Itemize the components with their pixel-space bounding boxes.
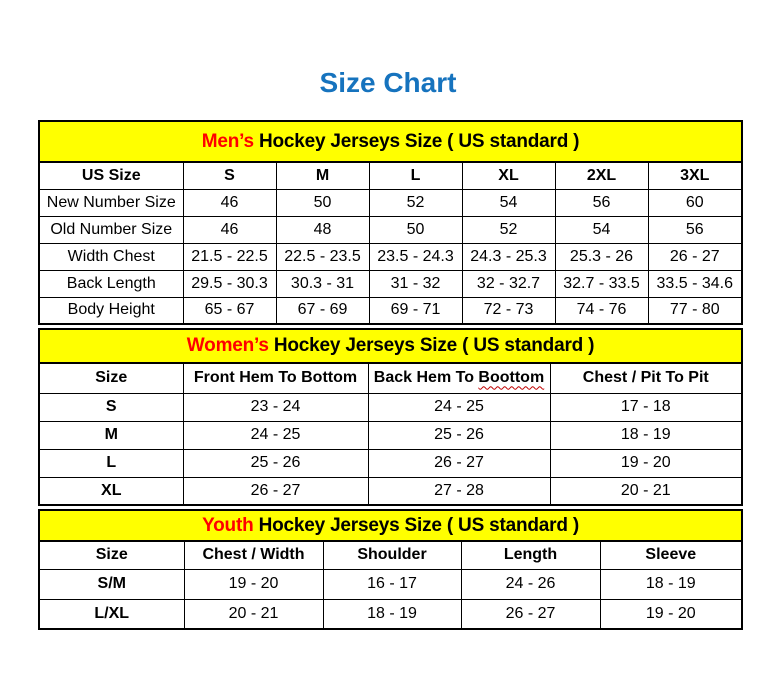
column-header: Size <box>39 363 183 393</box>
size-value: 65 - 67 <box>183 297 276 324</box>
mens-banner-highlight: Men’s <box>201 130 254 152</box>
size-value: 27 - 28 <box>368 477 550 505</box>
size-value: 16 - 17 <box>323 569 461 599</box>
size-value: 26 - 27 <box>183 477 368 505</box>
size-value: 52 <box>369 189 462 216</box>
table-row <box>39 363 742 393</box>
size-value: 72 - 73 <box>462 297 555 324</box>
size-value: 32.7 - 33.5 <box>555 270 648 297</box>
size-value: 48 <box>276 216 369 243</box>
row-label: New Number Size <box>39 189 183 216</box>
size-value: 18 - 19 <box>323 599 461 629</box>
table-row <box>39 421 742 449</box>
size-value: 56 <box>555 189 648 216</box>
womens-banner-highlight: Women’s <box>186 335 269 356</box>
youth-table-banner <box>39 510 742 541</box>
size-value: 69 - 71 <box>369 297 462 324</box>
column-header: Size <box>39 541 184 569</box>
row-label: Back Length <box>39 270 183 297</box>
table-row <box>39 270 742 297</box>
mens-table-banner <box>39 121 742 162</box>
column-header: 3XL <box>648 162 742 189</box>
misspelled-word: Boottom <box>478 369 545 387</box>
size-value: 74 - 76 <box>555 297 648 324</box>
size-value: 56 <box>648 216 742 243</box>
row-label: L <box>39 449 183 477</box>
size-value: 50 <box>369 216 462 243</box>
table-row <box>39 189 742 216</box>
size-value: 17 - 18 <box>550 393 742 421</box>
column-header: Chest / Pit To Pit <box>550 363 742 393</box>
size-value: 19 - 20 <box>184 569 323 599</box>
size-value: 77 - 80 <box>648 297 742 324</box>
womens-size-table <box>38 328 743 506</box>
size-value: 52 <box>462 216 555 243</box>
table-row <box>39 297 742 324</box>
size-value: 21.5 - 22.5 <box>183 243 276 270</box>
size-value: 31 - 32 <box>369 270 462 297</box>
mens-banner-rest: Hockey Jerseys Size ( US standard ) <box>253 130 580 152</box>
size-value: 19 - 20 <box>600 599 742 629</box>
size-value: 54 <box>555 216 648 243</box>
size-value: 33.5 - 34.6 <box>648 270 742 297</box>
column-header: US Size <box>39 162 183 189</box>
size-value: 50 <box>276 189 369 216</box>
size-value: 22.5 - 23.5 <box>276 243 369 270</box>
table-row <box>39 121 742 162</box>
size-value: 26 - 27 <box>461 599 600 629</box>
table-row <box>39 477 742 505</box>
column-header: S <box>183 162 276 189</box>
size-value: 20 - 21 <box>184 599 323 629</box>
size-value: 25.3 - 26 <box>555 243 648 270</box>
column-header: Front Hem To Bottom <box>183 363 368 393</box>
column-header-misspelled <box>368 363 550 393</box>
size-value: 25 - 26 <box>368 421 550 449</box>
size-tables <box>38 120 741 630</box>
size-value: 23.5 - 24.3 <box>369 243 462 270</box>
table-row <box>39 599 742 629</box>
size-value: 25 - 26 <box>183 449 368 477</box>
size-value: 29.5 - 30.3 <box>183 270 276 297</box>
size-value: 18 - 19 <box>600 569 742 599</box>
mens-size-table <box>38 120 743 325</box>
size-value: 24.3 - 25.3 <box>462 243 555 270</box>
row-label: L/XL <box>39 599 184 629</box>
table-row <box>39 569 742 599</box>
womens-banner-rest: Hockey Jerseys Size ( US standard ) <box>268 335 595 356</box>
size-value: 26 - 27 <box>368 449 550 477</box>
column-header: L <box>369 162 462 189</box>
table-row <box>39 162 742 189</box>
column-header: 2XL <box>555 162 648 189</box>
column-header: Chest / Width <box>184 541 323 569</box>
size-value: 26 - 27 <box>648 243 742 270</box>
table-row <box>39 329 742 363</box>
column-header: Shoulder <box>323 541 461 569</box>
column-header: XL <box>462 162 555 189</box>
youth-banner-highlight: Youth <box>202 514 254 536</box>
size-value: 24 - 25 <box>368 393 550 421</box>
size-value: 67 - 69 <box>276 297 369 324</box>
table-row <box>39 449 742 477</box>
size-value: 24 - 25 <box>183 421 368 449</box>
page-title: Size Chart <box>319 67 457 98</box>
size-value: 23 - 24 <box>183 393 368 421</box>
size-value: 24 - 26 <box>461 569 600 599</box>
youth-banner-rest: Hockey Jerseys Size ( US standard ) <box>253 514 579 536</box>
column-header: Length <box>461 541 600 569</box>
table-row <box>39 393 742 421</box>
row-label: S/M <box>39 569 184 599</box>
size-value: 32 - 32.7 <box>462 270 555 297</box>
size-value: 19 - 20 <box>550 449 742 477</box>
table-row <box>39 243 742 270</box>
column-header: Sleeve <box>600 541 742 569</box>
table-row <box>39 541 742 569</box>
table-row <box>39 510 742 541</box>
row-label: S <box>39 393 183 421</box>
size-value: 30.3 - 31 <box>276 270 369 297</box>
size-value: 54 <box>462 189 555 216</box>
row-label: M <box>39 421 183 449</box>
size-value: 18 - 19 <box>550 421 742 449</box>
column-header: M <box>276 162 369 189</box>
size-value: 46 <box>183 189 276 216</box>
size-value: 46 <box>183 216 276 243</box>
size-value: 20 - 21 <box>550 477 742 505</box>
row-label: Old Number Size <box>39 216 183 243</box>
youth-size-table <box>38 509 743 630</box>
table-row <box>39 216 742 243</box>
row-label: Body Height <box>39 297 183 324</box>
womens-table-banner <box>39 329 742 363</box>
row-label: Width Chest <box>39 243 183 270</box>
size-value: 60 <box>648 189 742 216</box>
column-header-prefix: Back Hem To <box>373 369 479 387</box>
row-label: XL <box>39 477 183 505</box>
